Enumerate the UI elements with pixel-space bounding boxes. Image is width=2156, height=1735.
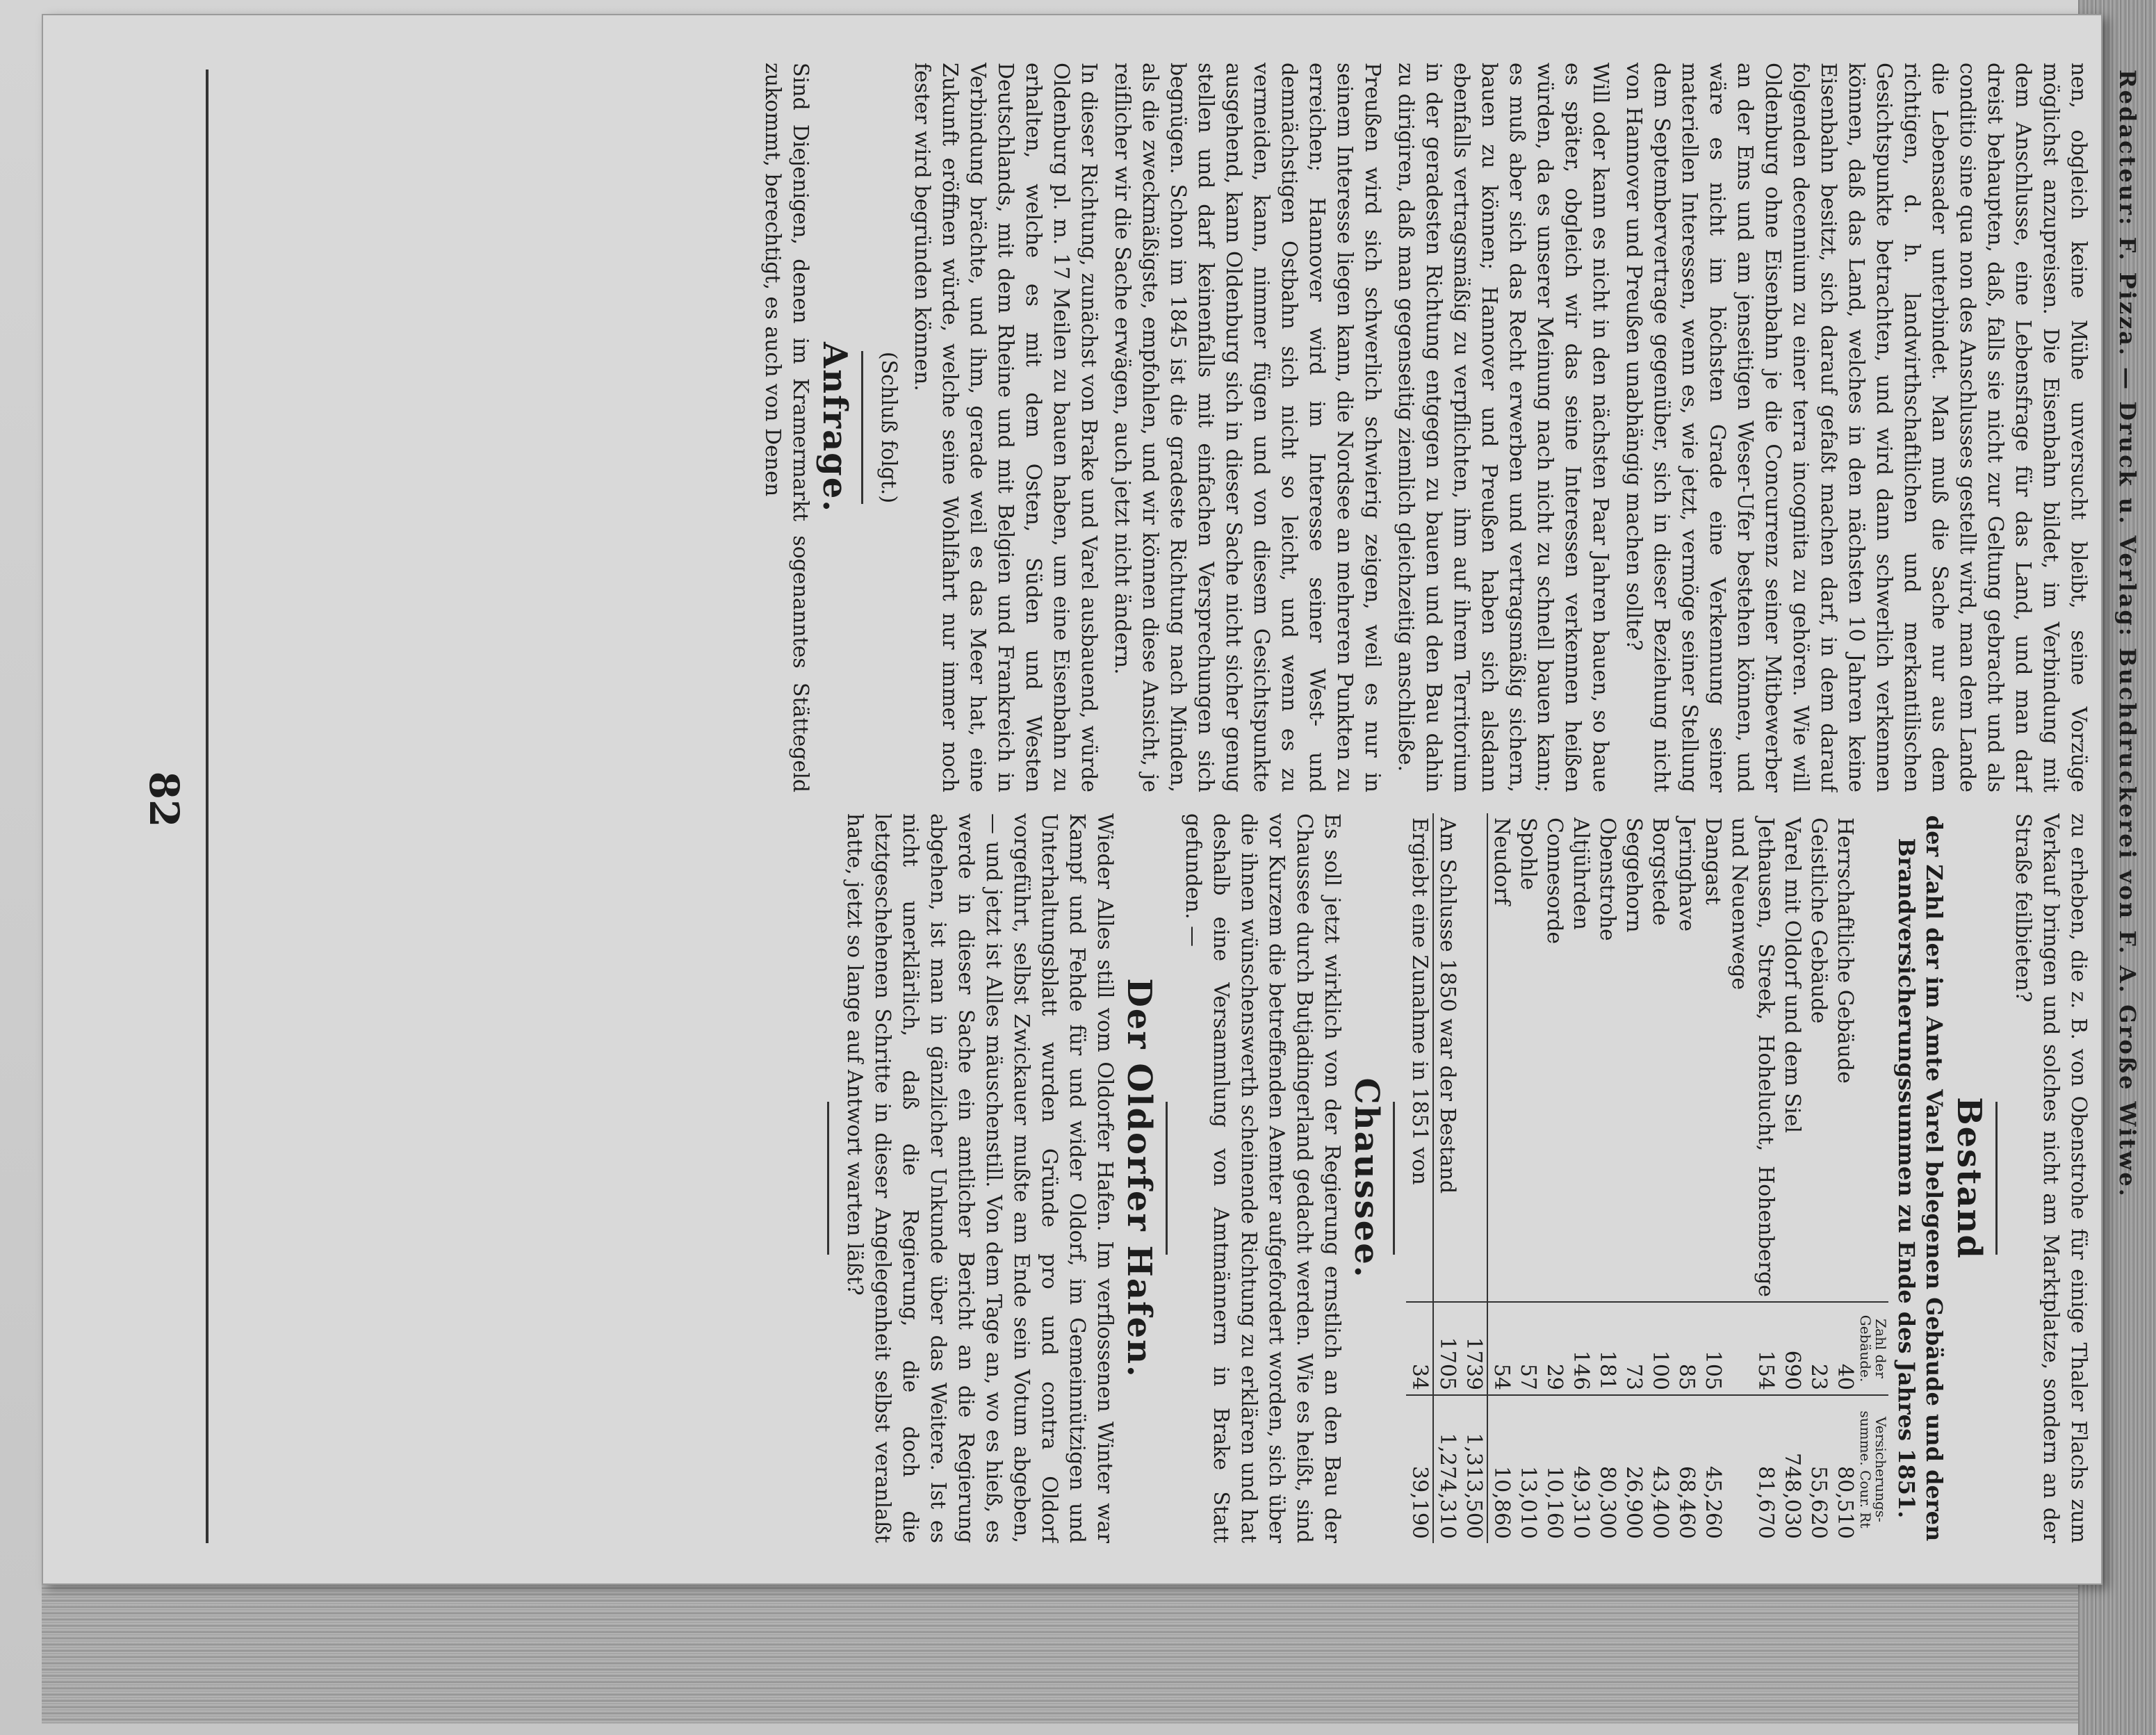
table-cell-count: 690 [1779,1302,1805,1395]
table-cell-count: 100 [1647,1302,1673,1395]
table-previous-row: Am Schlusse 1850 war der Bestand 1705 1,274,310 [1433,813,1460,1543]
separator [1393,1102,1395,1255]
separator [1166,1102,1168,1255]
table-cell-label: Spohle [1516,817,1540,890]
header-rule [206,70,209,1543]
paragraph: Wieder Alles still vom Oldorfer Hafen. Im verflossenen Winter war Kampf und Fehde für und wider Oldorf, im Gemeinnützigen und Unterhaltungsblatt wurden Gründe pro und contra Oldorf vorgeführt, selbst Zwickauer mußte am Ende sein Votum abgeben, — und jetzt ist Alles mäuschenstill. Von dem Tage an, wo es hieß, es werde in dieser Sache ein amtlicher Bericht an die Regierung abgehen, ist man in gänzlicher Unkunde über das Weitere. Ist es nicht unerklärlich, daß die Regierung, die doch die letztgeschehenen Schritte in dieser Angelegenheit selbst veranlaßt hatte, jetzt so lange auf Antwort warten läßt? [842,813,1117,1543]
table-cell-count: 105 [1699,1302,1726,1395]
page-number: 82 [140,771,188,828]
column-left [222,63,2092,792]
table-cell-count: 154 [1726,1302,1779,1395]
paragraph: Sind Diejenigen, denen im Kramermarkt sogenanntes Stättegeld zukommt, berechtigt, es auch von Denen [760,63,812,792]
table-cell-sum: 10,860 [1487,1395,1514,1543]
table-cell-label: Altjührden [1569,817,1593,930]
column-header-count: Zahl der Gebäude. [1858,1302,1888,1395]
table-cell-sum: 26,900 [1620,1395,1647,1543]
table-cell-count: 29 [1541,1302,1567,1395]
table-cell-count: 23 [1805,1302,1831,1395]
building-insurance-table [1406,813,1888,1543]
table-increase-row: Ergiebt eine Zunahme in 1851 von 34 39,190 [1406,813,1433,1543]
table-cell-label: Dangast [1701,817,1725,905]
table-cell-sum: 80,510 [1831,1395,1858,1543]
paragraph: In dieser Richtung, zunächst von Brake und Varel ausbauend, würde Oldenburg pl. m. 17 Meilen zu bauen haben, um eine Eisenbahn zu erhalten, welche es mit dem Osten, Süden und Westen Deutschlands, mit dem Rheine und mit Belgien und Frankreich in Verbindung brächte, und ihm, gerade weil es das Meer hat, eine Zukunft eröffnen würde, welche seine Wohlfahrt nur immer noch fester wird begründen können. [910,63,1101,792]
table-cell-count: 146 [1567,1302,1594,1395]
page-edges-bottom [42,1578,2113,1724]
table-row [1567,813,1594,1543]
paragraph: Preußen wird sich schwerlich schwierig zeigen, weil es nur in seinem Interesse liegen kann, die Nordsee an mehreren Punkten zu erreichen; Hannover wird im Interesse seiner West- und demnächstigen Ostbahn sich nicht so leicht, und wenn es zu vermeiden, kann, nimmer fügen und von diesem Gesichtspunkte ausgehend, kann Oldenburg sich in dieser Sache nicht sicher genug stellen und darf keinenfalls mit einfachen Versprechungen sich begnügen. Schon im 1845 ist die gradeste Richtung nach Minden, als die zweckmäßigste, empfohlen, und wir können diese Ansicht, je reiflicher wir die Sache erwägen, auch jetzt nicht ändern. [1110,63,1385,792]
separator [827,1102,829,1255]
table-cell-label: Varel mit Oldorf und dem Siel [1780,817,1804,1133]
table-cell-sum: 43,400 [1647,1395,1673,1543]
rotated-content [63,42,2141,1571]
table-cell-label: Neudorf [1489,817,1514,906]
table-cell-sum: 748,030 [1779,1395,1805,1543]
table-row [1487,813,1514,1543]
table-row [1594,813,1620,1543]
table-cell-label: Geistliche Gebäude [1806,817,1831,1024]
paragraph: zu erheben, die z. B. von Obenstrohe für einige Thaler Flachs zum Verkauf bringen und solches nicht am Marktplatze, sondern an der Straße feilbieten? [2011,813,2091,1543]
table-cell-sum: 80,300 [1594,1395,1620,1543]
table-caption: der Zahl der im Amte Varel belegenen Gebäude und deren Brandversicherungssummen zu Ende des Jahres 1851. [1893,815,1947,1542]
table-body [1487,813,1858,1543]
table-row [1831,813,1858,1543]
table-cell-label: Seggehorn [1622,817,1646,933]
table-cell-sum: 68,460 [1673,1395,1699,1543]
table-cell-label: Jeringhave [1674,817,1699,932]
table-cell-label: Obenstrohe [1595,817,1619,941]
newspaper-page [42,14,2141,1585]
section-heading-chaussee: Chaussee. [1347,1077,1386,1279]
table-row [1779,813,1805,1543]
section-heading-anfrage: Anfrage. [815,342,854,513]
table-cell-sum: 10,160 [1541,1395,1567,1543]
paragraph: nen, obgleich keine Mühe unversucht bleibt, seine Vorzüge möglichst anzupreisen. Die Eisenbahn bildet, im Verbindung mit dem Anschlusse, eine Lebensfrage für das Land, und man darf dreist behaupten, daß, falls sie nicht zur Geltung gebracht und als conditio sine qua non des Anschlusses gestellt wird, man dem Lande die Lebensader unterbindet. Man muß die Sache nur aus dem richtigen, d. h. landwirthschaftlichen und merkantilischen Gesichtspunkte betrachten, und wird dann schwerlich verkennen können, daß das Land, welches in den nächsten 10 Jahren keine Eisenbahn besitzt, sich darauf gefaßt machen darf, in dem darauf folgenden decennium zu einer terra incognita zu gehören. Wie will Oldenburg ohne Eisenbahn je die Concurrenz seiner Mitbewerber an der Ems und am jenseitigen Weser-Ufer bestehen können, und wäre es nicht im höchsten Grade eine Verkennung seiner materiellen Interessen, wenn es, wie jetzt, vermöge seiner Stellung dem Septembervertrage gegenüber, sich in dieser Beziehung nicht von Hannover und Preußen unabhängig machen sollte? [1622,63,2091,792]
table-cell-sum: 81,670 [1726,1395,1779,1543]
paragraph: Es soll jetzt wirklich von der Regierung ernstlich an den Bau der Chaussee durch Butjadingerland gedacht werden. Wie es heißt, sind vor Kurzem die betreffenden Aemter aufgefordert worden, sich über die ihnen wünschenswerth scheinende Richtung zu erklären und hat deshalb eine Versammlung von Amtmännern in Brake Statt gefunden. — [1181,813,1344,1543]
table-row [1673,813,1699,1543]
section-heading-bestand: Bestand [1950,1097,1988,1260]
table-cell-label: Herrschaftliche Gebäude [1833,817,1857,1084]
table-cell-label: Jethausen, Streek, Hohelucht, Hohenberge und Neuenwege [1727,817,1778,1297]
table-cell-sum: 13,010 [1514,1395,1541,1543]
separator [861,351,863,504]
column-header-sum: Versicherungs-summe. Cour. Rt [1858,1395,1888,1543]
table-cell-label: Borgstede [1648,817,1672,926]
paragraph: Will oder kann es nicht in den nächsten Paar Jahren bauen, so baue es später, obgleich wir das seine Interessen verkennen heißen würden, da es unserer Meinung nach nicht zu schnell bauen kann; es muß aber sich das Recht erwerben und vertragsmäßig sichern, bauen zu können; Hannover und Preußen haben sich alsdann ebenfalls vertragsmäßig zu verpflichten, ihm auf ihrem Territorium in der geradesten Richtung entgegen zu bauen und den Bau dahin zu dirigiren, daß man gegenseitig ziemlich gleichzeitig anschließe. [1394,63,1612,792]
table-row [1805,813,1831,1543]
continued-note: (Schluß folgt.) [876,351,901,504]
table-row [1620,813,1647,1543]
table-row [1699,813,1726,1543]
table-row [1726,813,1779,1543]
table-row [1514,813,1541,1543]
table-cell-sum: 49,310 [1567,1395,1594,1543]
table-total-row: 1739 1,313,500 [1460,813,1487,1543]
table-cell-count: 40 [1831,1302,1858,1395]
section-heading-hafen: Der Oldorfer Hafen. [1120,978,1159,1378]
column-right [222,813,2092,1543]
table-cell-count: 73 [1620,1302,1647,1395]
table-cell-count: 181 [1594,1302,1620,1395]
table-cell-count: 85 [1673,1302,1699,1395]
imprint-footer: Redacteur: F. Pizza. — Druck u. Verlag: Buchdruckerei von F. A. Große Witwe. [2114,70,2141,1198]
separator [1995,1102,1998,1255]
table-cell-count: 54 [1487,1302,1514,1395]
table-header-row [1858,813,1888,1543]
table-row [1647,813,1673,1543]
table-cell-sum: 55,620 [1805,1395,1831,1543]
table-cell-sum: 45,260 [1699,1395,1726,1543]
table-row [1541,813,1567,1543]
table-cell-count: 57 [1514,1302,1541,1395]
table-cell-label: Connesorde [1542,817,1567,945]
